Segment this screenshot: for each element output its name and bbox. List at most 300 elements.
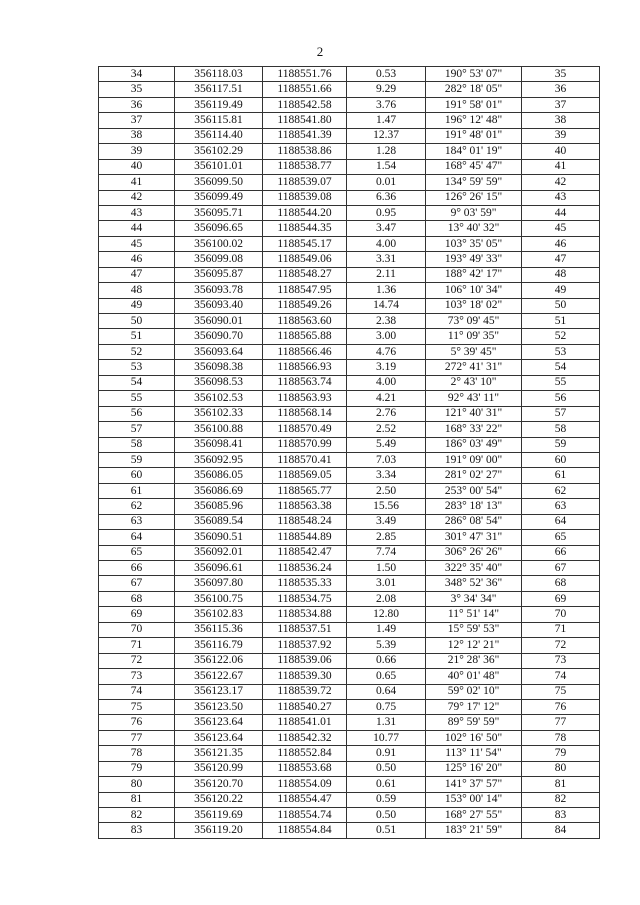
- next-point-number-cell: 57: [522, 406, 600, 421]
- point-number-cell: 65: [99, 545, 175, 560]
- point-number-cell: 58: [99, 437, 175, 452]
- table-row: [99, 82, 600, 97]
- y-coordinate-cell: 1188539.72: [263, 684, 347, 699]
- next-point-number-cell: 79: [522, 746, 600, 761]
- distance-cell: 1.28: [347, 144, 426, 159]
- distance-cell: 3.19: [347, 360, 426, 375]
- next-point-number-cell: 51: [522, 314, 600, 329]
- table-row: [99, 808, 600, 823]
- bearing-cell: 183° 21' 59": [426, 823, 522, 838]
- bearing-cell: 134° 59' 59": [426, 175, 522, 190]
- x-coordinate-cell: 356090.51: [175, 530, 263, 545]
- x-coordinate-cell: 356119.20: [175, 823, 263, 838]
- point-number-cell: 64: [99, 530, 175, 545]
- bearing-cell: 9° 03' 59": [426, 205, 522, 220]
- y-coordinate-cell: 1188537.51: [263, 622, 347, 637]
- bearing-cell: 141° 37' 57": [426, 777, 522, 792]
- x-coordinate-cell: 356100.02: [175, 236, 263, 251]
- distance-cell: 3.31: [347, 252, 426, 267]
- point-number-cell: 57: [99, 422, 175, 437]
- next-point-number-cell: 35: [522, 67, 600, 82]
- point-number-cell: 37: [99, 113, 175, 128]
- bearing-cell: 186° 03' 49": [426, 437, 522, 452]
- x-coordinate-cell: 356099.50: [175, 175, 263, 190]
- bearing-cell: 125° 16' 20": [426, 761, 522, 776]
- x-coordinate-cell: 356095.87: [175, 267, 263, 282]
- y-coordinate-cell: 1188539.07: [263, 175, 347, 190]
- y-coordinate-cell: 1188547.95: [263, 283, 347, 298]
- y-coordinate-cell: 1188540.27: [263, 699, 347, 714]
- y-coordinate-cell: 1188570.49: [263, 422, 347, 437]
- next-point-number-cell: 77: [522, 715, 600, 730]
- x-coordinate-cell: 356123.64: [175, 730, 263, 745]
- table-row: [99, 530, 600, 545]
- table-row: [99, 684, 600, 699]
- table-row: [99, 561, 600, 576]
- x-coordinate-cell: 356086.69: [175, 483, 263, 498]
- x-coordinate-cell: 356119.69: [175, 808, 263, 823]
- x-coordinate-cell: 356123.64: [175, 715, 263, 730]
- distance-cell: 9.29: [347, 82, 426, 97]
- table-row: [99, 777, 600, 792]
- y-coordinate-cell: 1188551.76: [263, 67, 347, 82]
- table-row: [99, 190, 600, 205]
- table-row: [99, 344, 600, 359]
- table-row: [99, 175, 600, 190]
- x-coordinate-cell: 356100.88: [175, 422, 263, 437]
- table-row: [99, 391, 600, 406]
- distance-cell: 7.03: [347, 452, 426, 467]
- distance-cell: 0.91: [347, 746, 426, 761]
- x-coordinate-cell: 356099.08: [175, 252, 263, 267]
- bearing-cell: 301° 47' 31": [426, 530, 522, 545]
- table-row: [99, 669, 600, 684]
- point-number-cell: 63: [99, 514, 175, 529]
- x-coordinate-cell: 356102.33: [175, 406, 263, 421]
- y-coordinate-cell: 1188537.92: [263, 638, 347, 653]
- y-coordinate-cell: 1188563.60: [263, 314, 347, 329]
- y-coordinate-cell: 1188548.27: [263, 267, 347, 282]
- table-row: [99, 638, 600, 653]
- x-coordinate-cell: 356098.41: [175, 437, 263, 452]
- next-point-number-cell: 52: [522, 329, 600, 344]
- next-point-number-cell: 47: [522, 252, 600, 267]
- table-row: [99, 715, 600, 730]
- bearing-cell: 103° 35' 05": [426, 236, 522, 251]
- bearing-cell: 168° 45' 47": [426, 159, 522, 174]
- bearing-cell: 153° 00' 14": [426, 792, 522, 807]
- point-number-cell: 34: [99, 67, 175, 82]
- distance-cell: 6.36: [347, 190, 426, 205]
- distance-cell: 2.50: [347, 483, 426, 498]
- bearing-cell: 40° 01' 48": [426, 669, 522, 684]
- distance-cell: 0.61: [347, 777, 426, 792]
- next-point-number-cell: 55: [522, 375, 600, 390]
- y-coordinate-cell: 1188554.74: [263, 808, 347, 823]
- bearing-cell: 188° 42' 17": [426, 267, 522, 282]
- distance-cell: 1.54: [347, 159, 426, 174]
- next-point-number-cell: 59: [522, 437, 600, 452]
- next-point-number-cell: 62: [522, 483, 600, 498]
- y-coordinate-cell: 1188566.93: [263, 360, 347, 375]
- x-coordinate-cell: 356120.22: [175, 792, 263, 807]
- y-coordinate-cell: 1188542.32: [263, 730, 347, 745]
- point-number-cell: 72: [99, 653, 175, 668]
- y-coordinate-cell: 1188549.26: [263, 298, 347, 313]
- distance-cell: 2.11: [347, 267, 426, 282]
- table-row: [99, 67, 600, 82]
- table-row: [99, 699, 600, 714]
- distance-cell: 2.08: [347, 591, 426, 606]
- x-coordinate-cell: 356122.06: [175, 653, 263, 668]
- x-coordinate-cell: 356095.71: [175, 205, 263, 220]
- table-row: [99, 113, 600, 128]
- point-number-cell: 39: [99, 144, 175, 159]
- y-coordinate-cell: 1188544.20: [263, 205, 347, 220]
- y-coordinate-cell: 1188542.47: [263, 545, 347, 560]
- x-coordinate-cell: 356096.65: [175, 221, 263, 236]
- table-row: [99, 236, 600, 251]
- point-number-cell: 48: [99, 283, 175, 298]
- next-point-number-cell: 53: [522, 344, 600, 359]
- next-point-number-cell: 50: [522, 298, 600, 313]
- next-point-number-cell: 78: [522, 730, 600, 745]
- bearing-cell: 191° 09' 00": [426, 452, 522, 467]
- next-point-number-cell: 60: [522, 452, 600, 467]
- distance-cell: 2.85: [347, 530, 426, 545]
- distance-cell: 4.21: [347, 391, 426, 406]
- y-coordinate-cell: 1188534.75: [263, 591, 347, 606]
- bearing-cell: 272° 41' 31": [426, 360, 522, 375]
- y-coordinate-cell: 1188554.09: [263, 777, 347, 792]
- y-coordinate-cell: 1188541.39: [263, 128, 347, 143]
- point-number-cell: 80: [99, 777, 175, 792]
- x-coordinate-cell: 356119.49: [175, 97, 263, 112]
- bearing-cell: 306° 26' 26": [426, 545, 522, 560]
- distance-cell: 5.39: [347, 638, 426, 653]
- distance-cell: 0.51: [347, 823, 426, 838]
- next-point-number-cell: 48: [522, 267, 600, 282]
- bearing-cell: 168° 33' 22": [426, 422, 522, 437]
- y-coordinate-cell: 1188549.06: [263, 252, 347, 267]
- x-coordinate-cell: 356102.53: [175, 391, 263, 406]
- x-coordinate-cell: 356115.36: [175, 622, 263, 637]
- next-point-number-cell: 73: [522, 653, 600, 668]
- next-point-number-cell: 38: [522, 113, 600, 128]
- distance-cell: 3.00: [347, 329, 426, 344]
- y-coordinate-cell: 1188541.01: [263, 715, 347, 730]
- next-point-number-cell: 80: [522, 761, 600, 776]
- table-row: [99, 823, 600, 838]
- table-row: [99, 545, 600, 560]
- point-number-cell: 52: [99, 344, 175, 359]
- bearing-cell: 322° 35' 40": [426, 561, 522, 576]
- distance-cell: 10.77: [347, 730, 426, 745]
- point-number-cell: 56: [99, 406, 175, 421]
- y-coordinate-cell: 1188538.77: [263, 159, 347, 174]
- next-point-number-cell: 43: [522, 190, 600, 205]
- table-row: [99, 761, 600, 776]
- bearing-cell: 190° 53' 07": [426, 67, 522, 82]
- bearing-cell: 102° 16' 50": [426, 730, 522, 745]
- table-row: [99, 792, 600, 807]
- next-point-number-cell: 83: [522, 808, 600, 823]
- point-number-cell: 40: [99, 159, 175, 174]
- x-coordinate-cell: 356116.79: [175, 638, 263, 653]
- bearing-cell: 73° 09' 45": [426, 314, 522, 329]
- table-row: [99, 653, 600, 668]
- y-coordinate-cell: 1188541.80: [263, 113, 347, 128]
- x-coordinate-cell: 356093.78: [175, 283, 263, 298]
- x-coordinate-cell: 356115.81: [175, 113, 263, 128]
- next-point-number-cell: 74: [522, 669, 600, 684]
- point-number-cell: 35: [99, 82, 175, 97]
- y-coordinate-cell: 1188565.77: [263, 483, 347, 498]
- y-coordinate-cell: 1188544.89: [263, 530, 347, 545]
- x-coordinate-cell: 356123.17: [175, 684, 263, 699]
- bearing-cell: 59° 02' 10": [426, 684, 522, 699]
- next-point-number-cell: 58: [522, 422, 600, 437]
- distance-cell: 3.34: [347, 468, 426, 483]
- next-point-number-cell: 46: [522, 236, 600, 251]
- table-row: [99, 375, 600, 390]
- x-coordinate-cell: 356098.38: [175, 360, 263, 375]
- table-row: [99, 252, 600, 267]
- bearing-cell: 92° 43' 11": [426, 391, 522, 406]
- table-row: [99, 483, 600, 498]
- table-row: [99, 499, 600, 514]
- bearing-cell: 106° 10' 34": [426, 283, 522, 298]
- distance-cell: 5.49: [347, 437, 426, 452]
- x-coordinate-cell: 356102.29: [175, 144, 263, 159]
- bearing-cell: 286° 08' 54": [426, 514, 522, 529]
- point-number-cell: 50: [99, 314, 175, 329]
- distance-cell: 2.76: [347, 406, 426, 421]
- point-number-cell: 71: [99, 638, 175, 653]
- x-coordinate-cell: 356117.51: [175, 82, 263, 97]
- table-row: [99, 329, 600, 344]
- y-coordinate-cell: 1188563.38: [263, 499, 347, 514]
- table-row: [99, 622, 600, 637]
- distance-cell: 3.76: [347, 97, 426, 112]
- table-row: [99, 730, 600, 745]
- x-coordinate-cell: 356101.01: [175, 159, 263, 174]
- point-number-cell: 69: [99, 607, 175, 622]
- distance-cell: 2.38: [347, 314, 426, 329]
- y-coordinate-cell: 1188570.99: [263, 437, 347, 452]
- point-number-cell: 78: [99, 746, 175, 761]
- point-number-cell: 47: [99, 267, 175, 282]
- next-point-number-cell: 64: [522, 514, 600, 529]
- next-point-number-cell: 69: [522, 591, 600, 606]
- y-coordinate-cell: 1188534.88: [263, 607, 347, 622]
- x-coordinate-cell: 356093.64: [175, 344, 263, 359]
- bearing-cell: 3° 34' 34": [426, 591, 522, 606]
- next-point-number-cell: 36: [522, 82, 600, 97]
- bearing-cell: 12° 12' 21": [426, 638, 522, 653]
- y-coordinate-cell: 1188539.08: [263, 190, 347, 205]
- point-number-cell: 54: [99, 375, 175, 390]
- point-number-cell: 53: [99, 360, 175, 375]
- next-point-number-cell: 65: [522, 530, 600, 545]
- point-number-cell: 79: [99, 761, 175, 776]
- x-coordinate-cell: 356120.70: [175, 777, 263, 792]
- distance-cell: 3.47: [347, 221, 426, 236]
- distance-cell: 0.65: [347, 669, 426, 684]
- y-coordinate-cell: 1188554.47: [263, 792, 347, 807]
- next-point-number-cell: 81: [522, 777, 600, 792]
- bearing-cell: 21° 28' 36": [426, 653, 522, 668]
- next-point-number-cell: 63: [522, 499, 600, 514]
- distance-cell: 3.49: [347, 514, 426, 529]
- next-point-number-cell: 68: [522, 576, 600, 591]
- distance-cell: 2.52: [347, 422, 426, 437]
- distance-cell: 0.53: [347, 67, 426, 82]
- point-number-cell: 75: [99, 699, 175, 714]
- distance-cell: 12.37: [347, 128, 426, 143]
- table-row: [99, 314, 600, 329]
- x-coordinate-cell: 356090.01: [175, 314, 263, 329]
- table-row: [99, 360, 600, 375]
- distance-cell: 0.75: [347, 699, 426, 714]
- bearing-cell: 191° 58' 01": [426, 97, 522, 112]
- y-coordinate-cell: 1188566.46: [263, 344, 347, 359]
- x-coordinate-cell: 356122.67: [175, 669, 263, 684]
- next-point-number-cell: 67: [522, 561, 600, 576]
- y-coordinate-cell: 1188539.30: [263, 669, 347, 684]
- coordinates-table: [98, 66, 600, 839]
- point-number-cell: 66: [99, 561, 175, 576]
- x-coordinate-cell: 356098.53: [175, 375, 263, 390]
- table-row: [99, 144, 600, 159]
- table-row: [99, 97, 600, 112]
- point-number-cell: 67: [99, 576, 175, 591]
- distance-cell: 0.50: [347, 761, 426, 776]
- distance-cell: 1.49: [347, 622, 426, 637]
- x-coordinate-cell: 356121.35: [175, 746, 263, 761]
- coordinates-table-body: [99, 67, 600, 839]
- y-coordinate-cell: 1188554.84: [263, 823, 347, 838]
- bearing-cell: 196° 12' 48": [426, 113, 522, 128]
- x-coordinate-cell: 356120.99: [175, 761, 263, 776]
- point-number-cell: 55: [99, 391, 175, 406]
- x-coordinate-cell: 356090.70: [175, 329, 263, 344]
- next-point-number-cell: 84: [522, 823, 600, 838]
- page-number: 2: [316, 44, 324, 59]
- y-coordinate-cell: 1188539.06: [263, 653, 347, 668]
- distance-cell: 15.56: [347, 499, 426, 514]
- distance-cell: 14.74: [347, 298, 426, 313]
- y-coordinate-cell: 1188565.88: [263, 329, 347, 344]
- distance-cell: 1.47: [347, 113, 426, 128]
- next-point-number-cell: 75: [522, 684, 600, 699]
- point-number-cell: 45: [99, 236, 175, 251]
- bearing-cell: 193° 49' 33": [426, 252, 522, 267]
- y-coordinate-cell: 1188551.66: [263, 82, 347, 97]
- x-coordinate-cell: 356123.50: [175, 699, 263, 714]
- bearing-cell: 282° 18' 05": [426, 82, 522, 97]
- x-coordinate-cell: 356118.03: [175, 67, 263, 82]
- next-point-number-cell: 82: [522, 792, 600, 807]
- point-number-cell: 81: [99, 792, 175, 807]
- table-row: [99, 591, 600, 606]
- point-number-cell: 61: [99, 483, 175, 498]
- x-coordinate-cell: 356097.80: [175, 576, 263, 591]
- y-coordinate-cell: 1188535.33: [263, 576, 347, 591]
- y-coordinate-cell: 1188552.84: [263, 746, 347, 761]
- bearing-cell: 113° 11' 54": [426, 746, 522, 761]
- point-number-cell: 49: [99, 298, 175, 313]
- x-coordinate-cell: 356085.96: [175, 499, 263, 514]
- y-coordinate-cell: 1188570.41: [263, 452, 347, 467]
- next-point-number-cell: 44: [522, 205, 600, 220]
- distance-cell: 3.01: [347, 576, 426, 591]
- point-number-cell: 59: [99, 452, 175, 467]
- point-number-cell: 60: [99, 468, 175, 483]
- x-coordinate-cell: 356092.95: [175, 452, 263, 467]
- table-row: [99, 746, 600, 761]
- next-point-number-cell: 49: [522, 283, 600, 298]
- distance-cell: 0.01: [347, 175, 426, 190]
- bearing-cell: 2° 43' 10": [426, 375, 522, 390]
- bearing-cell: 184° 01' 19": [426, 144, 522, 159]
- bearing-cell: 253° 00' 54": [426, 483, 522, 498]
- bearing-cell: 79° 17' 12": [426, 699, 522, 714]
- distance-cell: 0.66: [347, 653, 426, 668]
- distance-cell: 4.00: [347, 375, 426, 390]
- distance-cell: 0.50: [347, 808, 426, 823]
- table-row: [99, 298, 600, 313]
- x-coordinate-cell: 356092.01: [175, 545, 263, 560]
- x-coordinate-cell: 356114.40: [175, 128, 263, 143]
- bearing-cell: 103° 18' 02": [426, 298, 522, 313]
- table-row: [99, 159, 600, 174]
- y-coordinate-cell: 1188563.74: [263, 375, 347, 390]
- next-point-number-cell: 71: [522, 622, 600, 637]
- table-row: [99, 406, 600, 421]
- y-coordinate-cell: 1188545.17: [263, 236, 347, 251]
- bearing-cell: 281° 02' 27": [426, 468, 522, 483]
- next-point-number-cell: 41: [522, 159, 600, 174]
- next-point-number-cell: 40: [522, 144, 600, 159]
- point-number-cell: 76: [99, 715, 175, 730]
- point-number-cell: 62: [99, 499, 175, 514]
- table-row: [99, 468, 600, 483]
- point-number-cell: 82: [99, 808, 175, 823]
- bearing-cell: 121° 40' 31": [426, 406, 522, 421]
- x-coordinate-cell: 356102.83: [175, 607, 263, 622]
- bearing-cell: 11° 09' 35": [426, 329, 522, 344]
- table-row: [99, 422, 600, 437]
- point-number-cell: 74: [99, 684, 175, 699]
- x-coordinate-cell: 356096.61: [175, 561, 263, 576]
- next-point-number-cell: 70: [522, 607, 600, 622]
- next-point-number-cell: 37: [522, 97, 600, 112]
- point-number-cell: 43: [99, 205, 175, 220]
- point-number-cell: 41: [99, 175, 175, 190]
- point-number-cell: 36: [99, 97, 175, 112]
- bearing-cell: 191° 48' 01": [426, 128, 522, 143]
- bearing-cell: 168° 27' 55": [426, 808, 522, 823]
- point-number-cell: 38: [99, 128, 175, 143]
- point-number-cell: 70: [99, 622, 175, 637]
- next-point-number-cell: 42: [522, 175, 600, 190]
- distance-cell: 1.50: [347, 561, 426, 576]
- point-number-cell: 51: [99, 329, 175, 344]
- y-coordinate-cell: 1188563.93: [263, 391, 347, 406]
- next-point-number-cell: 72: [522, 638, 600, 653]
- next-point-number-cell: 54: [522, 360, 600, 375]
